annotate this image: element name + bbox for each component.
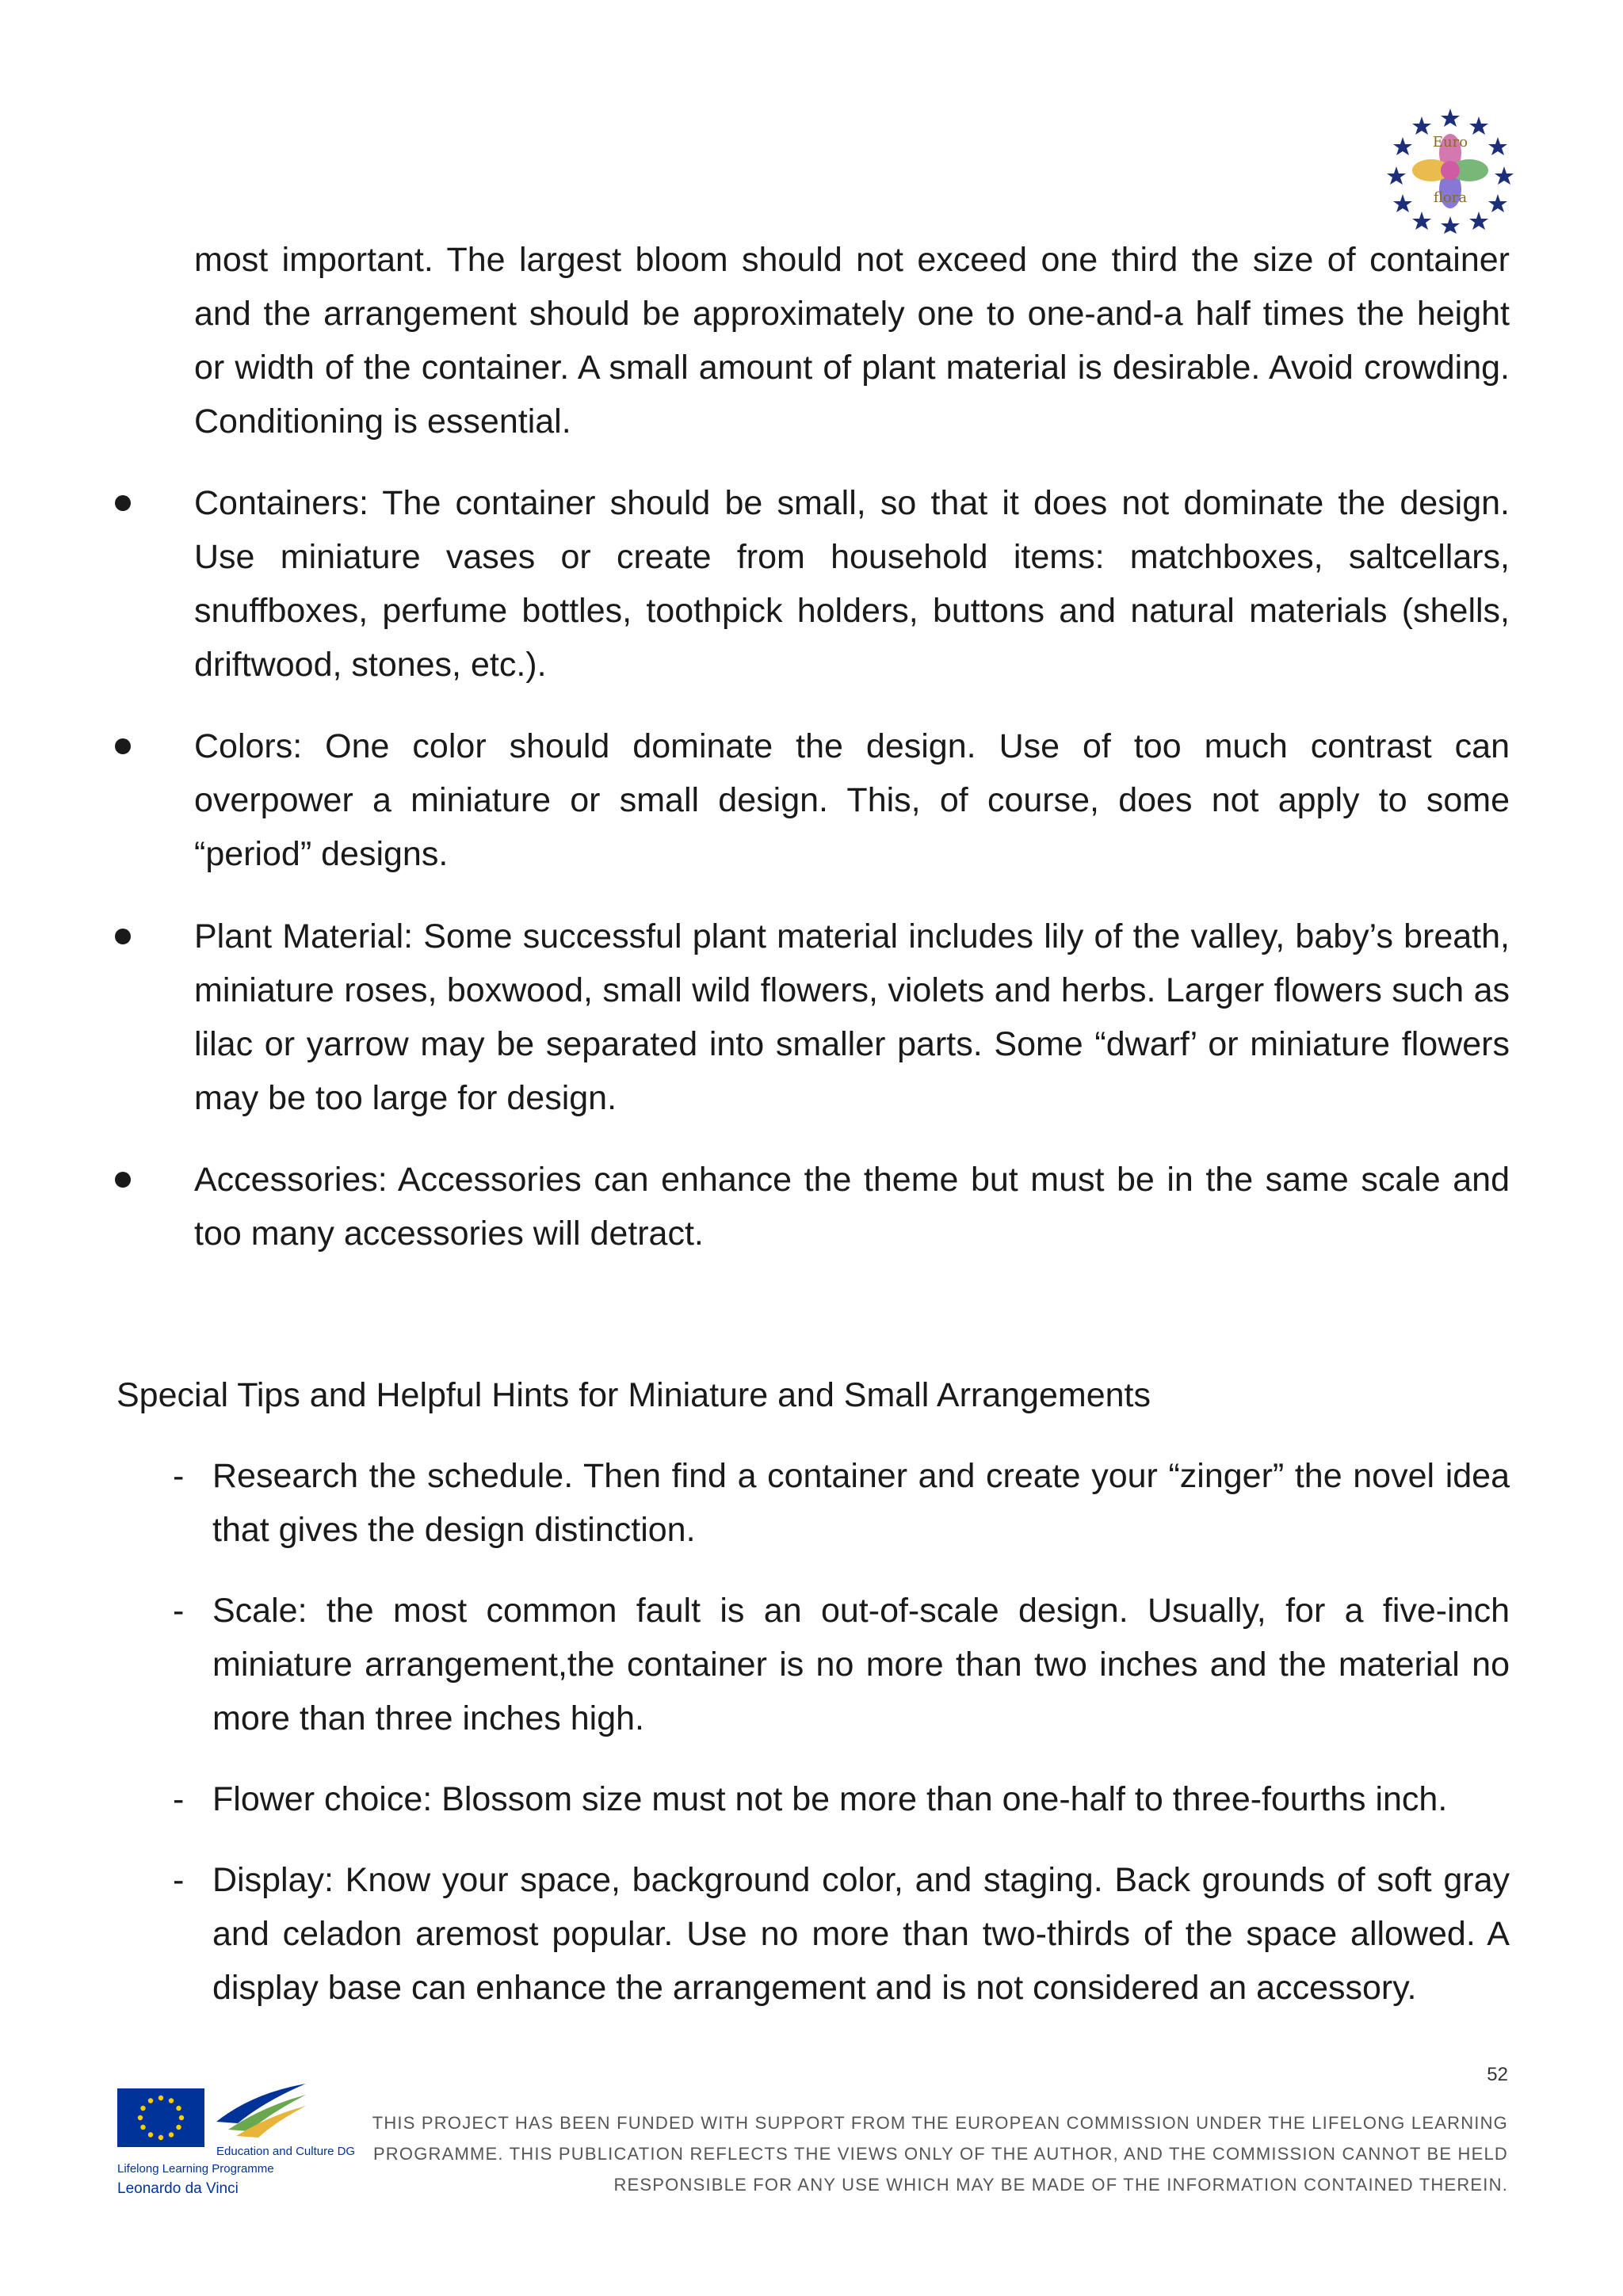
disclaimer-line: RESPONSIBLE FOR ANY USE WHICH MAY BE MADE OF THE INFORMATION CONTAINED THEREIN. (613, 2175, 1508, 2195)
dash-marker: - (173, 1592, 185, 1630)
tip-text: Scale: the most common fault is an out-of-scale design. Usually, for a five-inch miniature arrangement,the container is no more than two inches and the material no more than three inches high. (212, 1592, 1510, 1737)
page-number: 52 (1487, 2064, 1508, 2085)
bullet-item (194, 1153, 1510, 1261)
dash-marker: - (173, 1780, 185, 1818)
dash-marker: - (173, 1457, 185, 1495)
logo-star (1488, 137, 1507, 155)
bullet-text: Accessories: Accessories can enhance the theme but must be in the same scale and too many accessories will detract. (194, 1161, 1510, 1253)
logo-star (1412, 116, 1431, 135)
tips-heading: Special Tips and Helpful Hints for Miniature and Small Arrangements (116, 1376, 1151, 1414)
bullet-dot-icon (115, 929, 131, 944)
tip-item (173, 1853, 1510, 2015)
logo-star (1469, 116, 1488, 135)
bullet-dot-icon (115, 495, 131, 511)
tip-item (173, 1449, 1510, 1557)
bullet-item (194, 719, 1510, 881)
logo-star (1441, 109, 1460, 127)
logo-star (1495, 166, 1514, 185)
logo-text-euro: Euro (1432, 134, 1468, 151)
bullet-dot-icon (115, 738, 131, 754)
dash-marker: - (173, 1861, 185, 1899)
logo-star (1393, 194, 1412, 212)
tip-text: Flower choice: Blossom size must not be more than one-half to three-fourths inch. (212, 1780, 1448, 1818)
disclaimer-line: PROGRAMME. THIS PUBLICATION REFLECTS THE VIEWS ONLY OF THE AUTHOR, AND THE COMMISSION CANNOT BE HELD (372, 2144, 1508, 2164)
logo-star (1488, 194, 1507, 212)
logo-caption-llp: Lifelong Learning Programme (117, 2162, 274, 2176)
euroflora-logo (1387, 107, 1514, 234)
funding-disclaimer (359, 2107, 1508, 2200)
logo-star (1393, 137, 1412, 155)
intro-paragraph: most important. The largest bloom should not exceed one third the size of container and the arrangement should be approximately one to one-and-a half times the height or width of the container. A small amount of plant material is desirable. Avoid crowding. Conditioning is essential. (194, 241, 1510, 441)
bullet-item (194, 910, 1510, 1125)
bullet-item (194, 476, 1510, 692)
logo-caption-dg: Education and Culture DG (216, 2145, 355, 2158)
bullet-dot-icon (115, 1172, 131, 1188)
bullet-text: Plant Material: Some successful plant material includes lily of the valley, baby’s breath, miniature roses, boxwood, small wild flowers, violets and herbs. Larger flowers such as lilac or yarrow may be separated into smaller parts. Some “dwarf’ or miniature flowers may be too large for design. (194, 917, 1510, 1117)
logo-text-flora: flora (1433, 189, 1468, 206)
logo-caption-ldv: Leonardo da Vinci (117, 2180, 239, 2197)
logo-star (1412, 212, 1431, 230)
bullet-text: Containers: The container should be small, so that it does not dominate the design. Use miniature vases or create from household items: matchboxes, saltcellars, snuffboxes, perfume bottles, toothpick holders, buttons and natural materials (shells, driftwood, stones, etc.). (194, 484, 1510, 684)
tip-text: Research the schedule. Then find a container and create your “zinger” the novel idea that gives the design distinction. (212, 1457, 1510, 1549)
tip-item (173, 1772, 1510, 1826)
tip-text: Display: Know your space, background color, and staging. Back grounds of soft gray and celadon aremost popular. Use no more than two-thirds of the space allowed. A display base can enhance the arrangement and is not considered an accessory. (212, 1861, 1510, 2007)
logo-star (1387, 166, 1406, 185)
disclaimer-line: THIS PROJECT HAS BEEN FUNDED WITH SUPPORT FROM THE EUROPEAN COMMISSION UNDER THE LIFELONG LEARNING (372, 2113, 1508, 2133)
logo-star (1441, 216, 1460, 234)
bullet-text: Colors: One color should dominate the design. Use of too much contrast can overpower a miniature or small design. This, of course, does not apply to some “period” designs. (194, 727, 1510, 873)
tip-item (173, 1584, 1510, 1745)
eu-lifelong-learning-logo (117, 2084, 355, 2210)
logo-star (1469, 212, 1488, 230)
